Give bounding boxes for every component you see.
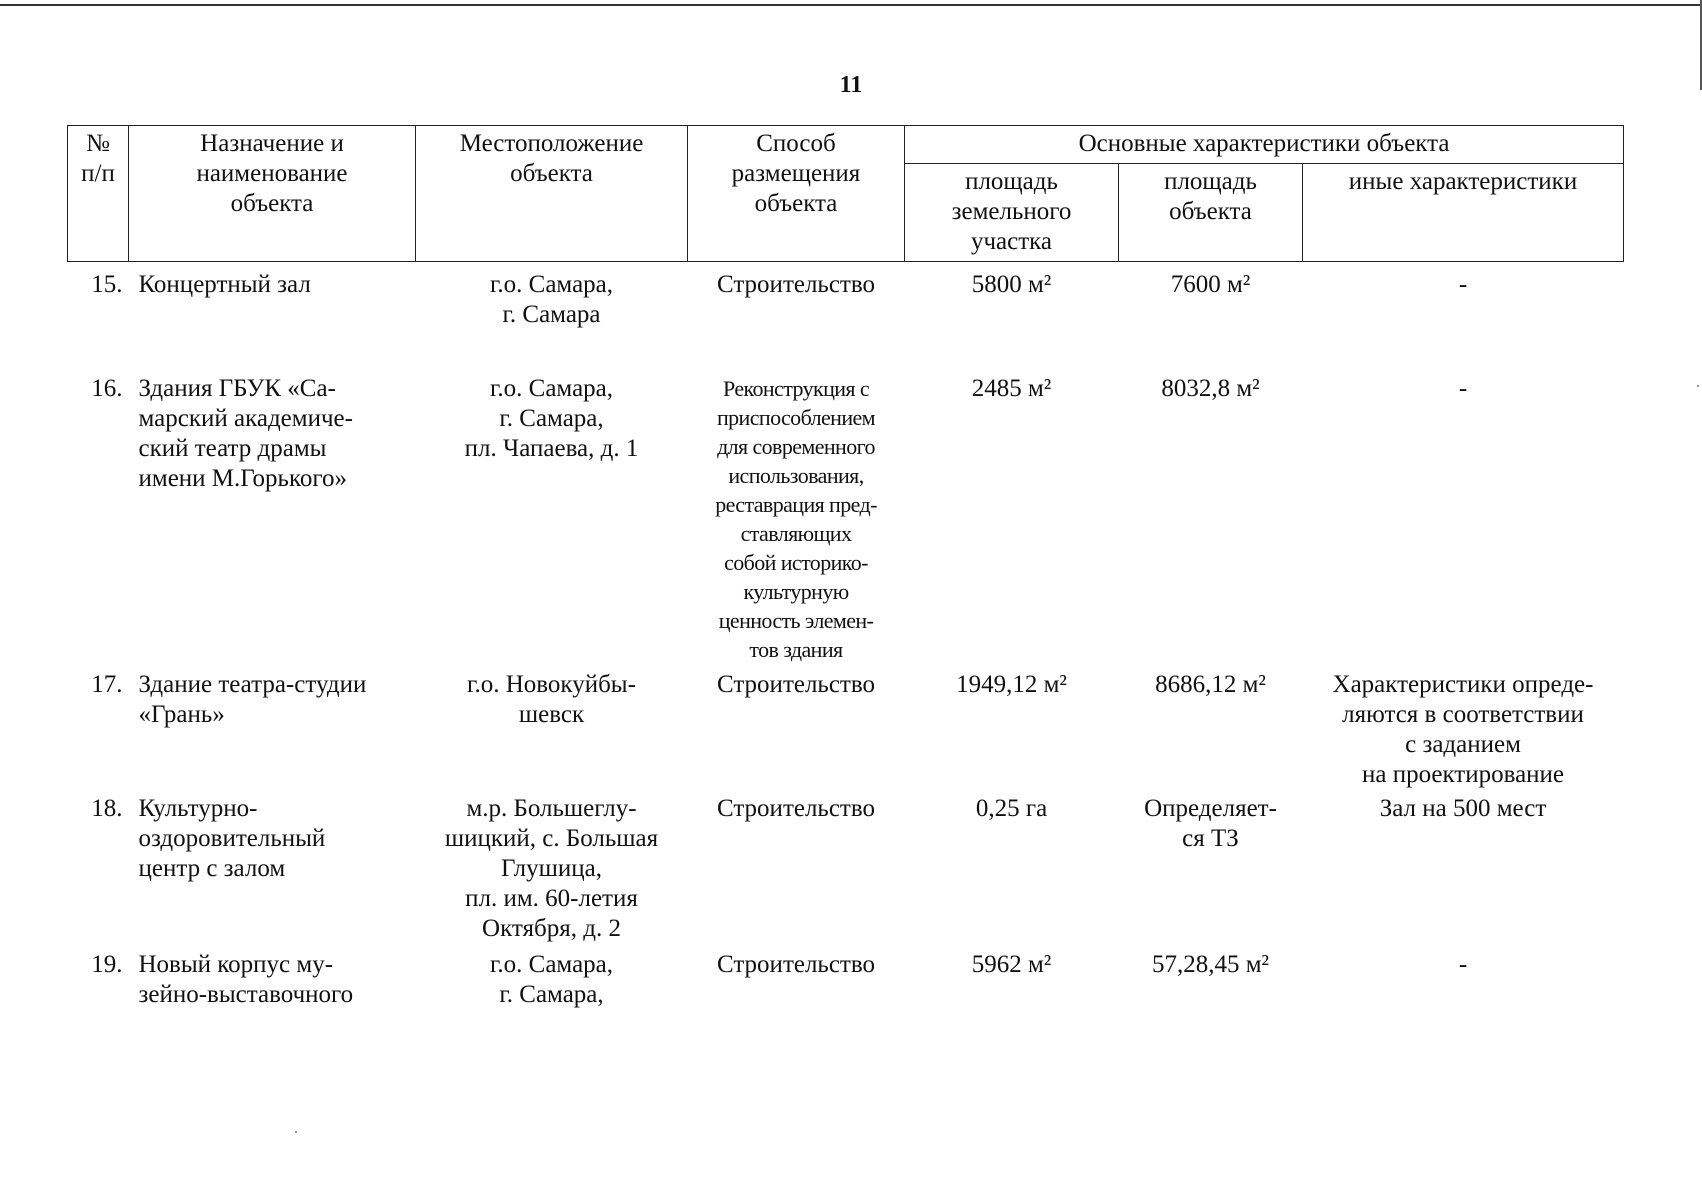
header-number: № п/п	[68, 126, 129, 262]
row-number: 18.	[91, 795, 123, 822]
header-purpose-name: Назначение и наименование объекта	[129, 126, 416, 262]
header-placement-method: Способ размещения объекта	[688, 126, 905, 262]
land-area: 0,25 га	[975, 795, 1048, 822]
object-name: Культурно- оздоровительный центр с залом	[138, 795, 326, 882]
table-row	[68, 262, 1624, 375]
object-name: Концертный зал	[138, 271, 311, 298]
objects-table	[67, 125, 1624, 1016]
header-land-area: площадь земельного участка	[905, 164, 1119, 262]
other-characteristics: Характеристики опреде- ляются в соответствии с заданием на проектирование	[1332, 671, 1594, 788]
page-number: 11	[839, 72, 863, 98]
header-location: Местоположение объекта	[416, 126, 688, 262]
object-name: Здание театра-студии «Грань»	[138, 671, 367, 728]
table-row	[68, 374, 1624, 670]
table-header	[68, 126, 1624, 262]
object-area: 57,28,45 м²	[1151, 951, 1270, 978]
scan-speck	[1697, 385, 1699, 387]
land-area: 1949,12 м²	[956, 671, 1067, 698]
row-number: 16.	[91, 375, 123, 402]
header-main-characteristics: Основные характеристики объекта	[905, 126, 1624, 164]
land-area: 2485 м²	[971, 375, 1052, 402]
object-area: 8032,8 м²	[1161, 375, 1260, 402]
other-characteristics: -	[1458, 951, 1468, 978]
object-name: Здания ГБУК «Са- марский академиче- ский театр драмы имени М.Горького»	[138, 375, 353, 492]
table-row	[68, 670, 1624, 794]
object-location: г.о. Самара, г. Самара,	[489, 951, 614, 1008]
row-number: 15.	[91, 271, 123, 298]
table-row	[68, 794, 1624, 950]
row-number: 17.	[91, 671, 123, 698]
other-characteristics: -	[1458, 271, 1468, 298]
object-location: г.о. Новокуйбы- шевск	[467, 671, 636, 728]
header-other-characteristics: иные характеристики	[1303, 164, 1624, 262]
placement-method: Строительство	[716, 951, 875, 978]
other-characteristics: Зал на 500 мест	[1379, 795, 1547, 822]
placement-method: Строительство	[716, 795, 875, 822]
object-area: 8686,12 м²	[1155, 671, 1266, 698]
row-number: 19.	[91, 951, 123, 978]
other-characteristics: -	[1458, 375, 1468, 402]
land-area: 5800 м²	[971, 271, 1052, 298]
top-rule	[0, 4, 1702, 6]
table-body	[68, 262, 1624, 1017]
header-object-area: площадь объекта	[1119, 164, 1303, 262]
object-location: г.о. Самара, г. Самара, пл. Чапаева, д. 1	[464, 375, 639, 462]
land-area: 5962 м²	[971, 951, 1052, 978]
table-row	[68, 950, 1624, 1016]
placement-method: Реконструкция с приспособлением для современного использования, реставрация пред- ставляющих собой историко- культурную ценность элемен- тов здания	[715, 376, 877, 662]
scan-speck	[295, 1131, 297, 1133]
object-location: м.р. Большеглу- шицкий, с. Большая Глушица, пл. им. 60-летия Октября, д. 2	[444, 795, 659, 942]
object-area: Определяет- ся ТЗ	[1144, 795, 1277, 852]
object-location: г.о. Самара, г. Самара	[489, 271, 614, 328]
object-name: Новый корпус му- зейно-выставочного	[138, 951, 354, 1008]
placement-method: Строительство	[716, 671, 875, 698]
object-area: 7600 м²	[1170, 271, 1251, 298]
placement-method: Строительство	[716, 271, 875, 298]
